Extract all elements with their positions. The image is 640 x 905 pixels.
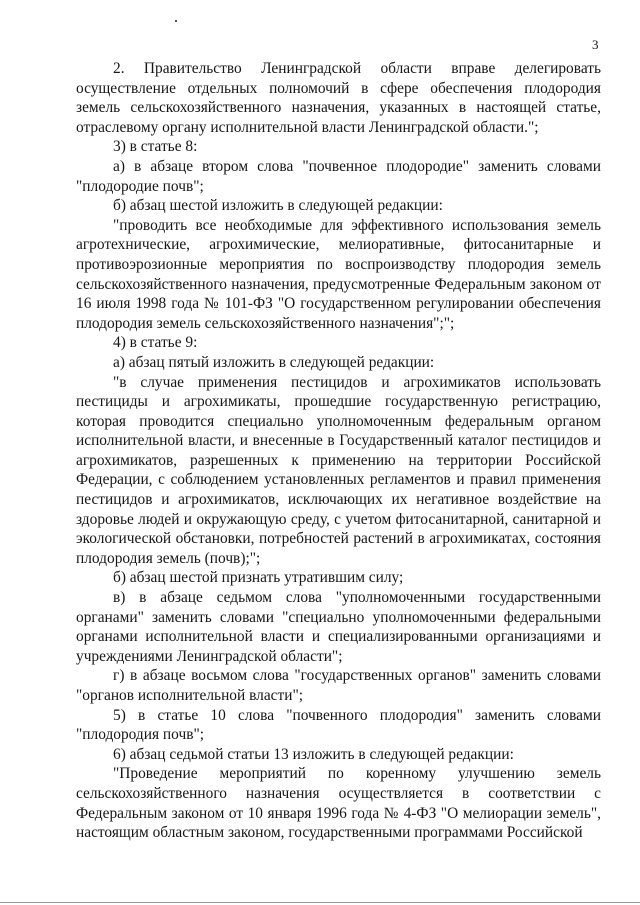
- paragraph: "проводить все необходимые для эффективного использования земель агротехнические, агрохимические, мелиоративные, фитосанитарные и противоэрозионные мероприятия по воспроизводству плодородия земель сельскохозяйственного назначения, предусмотренные Федеральным законом от 16 июля 1998 года № 101-ФЗ "О государственном регулировании обеспечения плодородия земель сельскохозяйственного назначения";";: [76, 216, 601, 332]
- document-body: [76, 59, 601, 843]
- page-number: 3: [592, 37, 599, 52]
- paragraph: "в случае применения пестицидов и агрохимикатов использовать пестициды и агрохимикаты, прошедшие государственную регистрацию, которая проводится специально уполномоченным федеральным органом исполнительной власти, и внесенные в Государственный каталог пестицидов и агрохимикатов, разрешенных к применению на территории Российской Федерации, с соблюдением установленных регламентов и правил применения пестицидов и агрохимикатов, исключающих их негативное воздействие на здоровье людей и окружающую среду, с учетом фитосанитарной, санитарной и экологической обстановки, потребностей растений в агрохимикатах, состояния плодородия земель (почв);";: [76, 373, 601, 567]
- paragraph: а) абзац пятый изложить в следующей редакции:: [113, 353, 435, 371]
- paragraph: а) в абзаце втором слова "почвенное плодородие" заменить словами "плодородие почв";: [76, 157, 601, 195]
- paragraph: 4) в статье 9:: [113, 334, 198, 352]
- paragraph: 6) абзац седьмой статьи 13 изложить в следующей редакции:: [113, 745, 514, 763]
- scan-speck: [175, 20, 177, 22]
- paragraph: б) абзац шестой признать утратившим силу;: [113, 569, 404, 587]
- paragraph: 3) в статье 8:: [113, 138, 198, 156]
- paragraph: 5) в статье 10 слова "почвенного плодородия" заменить словами "плодородия почв";: [76, 706, 601, 744]
- paragraph: в) в абзаце седьмом слова "уполномоченными государственными органами" заменить словами "специально уполномоченными федеральными органами исполнительной власти и специализированными организациями и учреждениями Ленинградской области";: [76, 589, 601, 665]
- paragraph: б) абзац шестой изложить в следующей редакции:: [113, 197, 443, 215]
- paragraph: г) в абзаце восьмом слова "государственных органов" заменить словами "органов исполнительной власти";: [76, 667, 601, 704]
- paragraph: 2. Правительство Ленинградской области вправе делегировать осуществление отдельных полномочий в сфере обеспечения плодородия земель сельскохозяйственного назначения, указанных в настоящей статье, отраслевому органу исполнительной власти Ленинградской области.";: [76, 60, 601, 136]
- paragraph: "Проведение мероприятий по коренному улучшению земель сельскохозяйственного назначения осуществляется в соответствии с Федеральным законом от 10 января 1996 года № 4-ФЗ "О мелиорации земель", настоящим областным законом, государственными программами Российской: [76, 765, 601, 842]
- scan-edge: [0, 902, 640, 903]
